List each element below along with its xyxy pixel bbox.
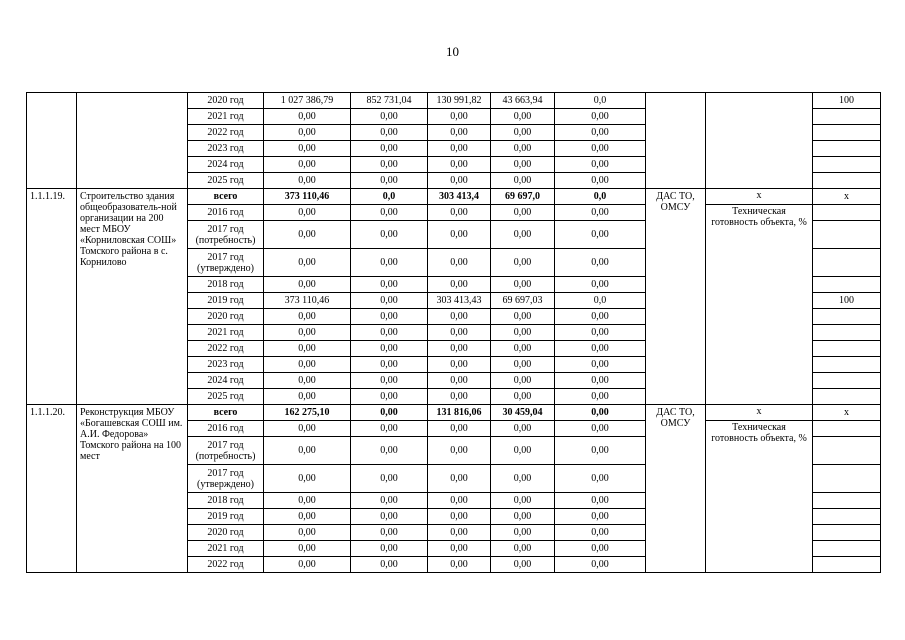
amount-cell: 0,00 <box>491 525 555 541</box>
amount-cell: 0,00 <box>428 341 491 357</box>
amount-cell: 0,00 <box>351 421 428 437</box>
amount-cell: 0,00 <box>555 325 646 341</box>
amount-cell: 43 663,94 <box>491 93 555 109</box>
item-code: 1.1.1.19. <box>27 189 77 405</box>
indicator-x-cell: х <box>706 405 813 421</box>
amount-cell: 0,00 <box>351 373 428 389</box>
period-cell: 2022 год <box>188 341 264 357</box>
amount-cell: 0,00 <box>491 373 555 389</box>
target-value-cell <box>813 541 881 557</box>
amount-cell: 0,00 <box>264 309 351 325</box>
amount-cell: 0,00 <box>491 249 555 277</box>
target-value-cell <box>813 493 881 509</box>
target-value-cell <box>813 157 881 173</box>
amount-cell: 0,00 <box>491 205 555 221</box>
target-value-cell: х <box>813 189 881 205</box>
amount-cell: 0,0 <box>351 189 428 205</box>
amount-cell: 303 413,43 <box>428 293 491 309</box>
period-cell: 2017 год (потребность) <box>188 437 264 465</box>
amount-cell: 0,00 <box>555 357 646 373</box>
amount-cell: 0,00 <box>264 157 351 173</box>
target-value-cell <box>813 205 881 221</box>
amount-cell: 0,00 <box>491 509 555 525</box>
amount-cell: 0,00 <box>491 357 555 373</box>
amount-cell: 0,00 <box>264 205 351 221</box>
amount-cell: 131 816,06 <box>428 405 491 421</box>
period-cell: 2019 год <box>188 509 264 525</box>
target-value-cell <box>813 221 881 249</box>
target-value-cell <box>813 173 881 189</box>
target-value-cell <box>813 421 881 437</box>
target-value-cell <box>813 437 881 465</box>
amount-cell: 0,00 <box>491 309 555 325</box>
period-cell: 2023 год <box>188 141 264 157</box>
amount-cell: 0,00 <box>555 509 646 525</box>
amount-cell: 0,00 <box>555 173 646 189</box>
target-value-cell <box>813 389 881 405</box>
target-value-cell <box>813 557 881 573</box>
period-cell: 2021 год <box>188 541 264 557</box>
period-cell: 2017 год (утверждено) <box>188 249 264 277</box>
period-cell: 2020 год <box>188 309 264 325</box>
period-cell: 2017 год (утверждено) <box>188 465 264 493</box>
amount-cell: 0,00 <box>491 157 555 173</box>
target-value-cell <box>813 125 881 141</box>
table-row <box>27 93 881 109</box>
amount-cell: 0,00 <box>351 109 428 125</box>
amount-cell: 0,00 <box>491 277 555 293</box>
period-cell: 2021 год <box>188 109 264 125</box>
amount-cell: 373 110,46 <box>264 189 351 205</box>
item-name <box>77 93 188 189</box>
amount-cell: 0,00 <box>264 221 351 249</box>
amount-cell: 0,00 <box>428 157 491 173</box>
amount-cell: 0,00 <box>351 157 428 173</box>
amount-cell: 0,00 <box>555 373 646 389</box>
amount-cell: 0,00 <box>555 109 646 125</box>
target-value-cell <box>813 509 881 525</box>
amount-cell: 0,0 <box>555 93 646 109</box>
amount-cell: 69 697,03 <box>491 293 555 309</box>
target-value-cell <box>813 309 881 325</box>
amount-cell: 0,00 <box>555 125 646 141</box>
amount-cell: 0,00 <box>351 357 428 373</box>
table-row <box>27 189 881 205</box>
amount-cell: 0,00 <box>351 205 428 221</box>
amount-cell: 0,00 <box>264 541 351 557</box>
period-cell: 2016 год <box>188 205 264 221</box>
amount-cell: 852 731,04 <box>351 93 428 109</box>
amount-cell: 303 413,4 <box>428 189 491 205</box>
amount-cell: 0,00 <box>555 341 646 357</box>
amount-cell: 0,00 <box>428 357 491 373</box>
period-cell: 2017 год (потребность) <box>188 221 264 249</box>
amount-cell: 0,00 <box>428 373 491 389</box>
amount-cell: 0,00 <box>428 325 491 341</box>
amount-cell: 0,00 <box>428 205 491 221</box>
period-cell: 2019 год <box>188 293 264 309</box>
period-cell: 2025 год <box>188 173 264 189</box>
amount-cell: 0,00 <box>264 373 351 389</box>
target-value-cell: 100 <box>813 93 881 109</box>
amount-cell: 0,00 <box>428 125 491 141</box>
amount-cell: 0,00 <box>351 221 428 249</box>
period-cell: 2024 год <box>188 157 264 173</box>
amount-cell: 0,00 <box>555 541 646 557</box>
item-code <box>27 93 77 189</box>
target-value-cell: 100 <box>813 293 881 309</box>
amount-cell: 0,00 <box>351 405 428 421</box>
amount-cell: 0,00 <box>351 493 428 509</box>
indicator-x-cell: х <box>706 189 813 205</box>
amount-cell: 0,00 <box>264 421 351 437</box>
item-name: Строительство здания общеобразователь-ной организации на 200 мест МБОУ «Корниловская СОШ» Томского района в с. Корнилово <box>77 189 188 405</box>
amount-cell: 0,00 <box>491 465 555 493</box>
amount-cell: 0,00 <box>264 437 351 465</box>
amount-cell: 0,00 <box>491 173 555 189</box>
amount-cell: 0,00 <box>351 525 428 541</box>
target-value-cell <box>813 277 881 293</box>
amount-cell: 0,00 <box>264 557 351 573</box>
amount-cell: 0,00 <box>555 309 646 325</box>
amount-cell: 0,00 <box>491 437 555 465</box>
amount-cell: 0,00 <box>491 325 555 341</box>
amount-cell: 0,00 <box>491 421 555 437</box>
amount-cell: 0,00 <box>351 277 428 293</box>
amount-cell: 0,00 <box>428 277 491 293</box>
amount-cell: 0,00 <box>491 125 555 141</box>
amount-cell: 0,00 <box>555 141 646 157</box>
amount-cell: 0,00 <box>264 277 351 293</box>
page-number: 10 <box>446 44 459 59</box>
amount-cell: 0,00 <box>428 249 491 277</box>
amount-cell: 0,00 <box>264 493 351 509</box>
amount-cell: 0,00 <box>351 293 428 309</box>
amount-cell: 0,00 <box>428 221 491 249</box>
amount-cell: 0,00 <box>555 221 646 249</box>
amount-cell: 0,00 <box>264 173 351 189</box>
period-cell: 2022 год <box>188 125 264 141</box>
amount-cell: 0,00 <box>351 557 428 573</box>
amount-cell: 0,00 <box>264 125 351 141</box>
executor-cell <box>646 93 706 189</box>
amount-cell: 0,00 <box>491 109 555 125</box>
period-cell: 2022 год <box>188 557 264 573</box>
indicator-cell: Техническая готовность объекта, % <box>706 421 813 573</box>
amount-cell: 0,00 <box>428 421 491 437</box>
amount-cell: 0,00 <box>264 109 351 125</box>
amount-cell: 0,00 <box>428 173 491 189</box>
amount-cell: 0,00 <box>264 325 351 341</box>
amount-cell: 162 275,10 <box>264 405 351 421</box>
target-value-cell <box>813 249 881 277</box>
amount-cell: 0,00 <box>264 249 351 277</box>
target-value-cell <box>813 141 881 157</box>
amount-cell: 0,00 <box>351 341 428 357</box>
period-cell: 2016 год <box>188 421 264 437</box>
executor-cell: ДАС ТО, ОМСУ <box>646 405 706 573</box>
amount-cell: 0,00 <box>264 465 351 493</box>
amount-cell: 0,0 <box>555 189 646 205</box>
item-name: Реконструкция МБОУ «Богашевская СОШ им. А.И. Федорова» Томского района на 100 мест <box>77 405 188 573</box>
amount-cell: 0,00 <box>555 277 646 293</box>
indicator-cell: Техническая готовность объекта, % <box>706 205 813 405</box>
amount-cell: 0,00 <box>428 309 491 325</box>
amount-cell: 0,00 <box>491 389 555 405</box>
period-cell: 2024 год <box>188 373 264 389</box>
amount-cell: 1 027 386,79 <box>264 93 351 109</box>
period-cell: 2021 год <box>188 325 264 341</box>
amount-cell: 0,00 <box>491 141 555 157</box>
amount-cell: 373 110,46 <box>264 293 351 309</box>
amount-cell: 30 459,04 <box>491 405 555 421</box>
amount-cell: 0,00 <box>555 557 646 573</box>
amount-cell: 0,00 <box>264 525 351 541</box>
amount-cell: 0,00 <box>351 465 428 493</box>
period-cell: 2025 год <box>188 389 264 405</box>
amount-cell: 0,00 <box>428 525 491 541</box>
amount-cell: 0,00 <box>351 309 428 325</box>
amount-cell: 0,00 <box>428 493 491 509</box>
amount-cell: 0,00 <box>428 509 491 525</box>
amount-cell: 0,00 <box>351 389 428 405</box>
target-value-cell: х <box>813 405 881 421</box>
amount-cell: 0,00 <box>555 205 646 221</box>
target-value-cell <box>813 357 881 373</box>
amount-cell: 0,00 <box>428 389 491 405</box>
amount-cell: 0,00 <box>555 437 646 465</box>
amount-cell: 0,00 <box>351 437 428 465</box>
table-row <box>27 405 881 421</box>
amount-cell: 130 991,82 <box>428 93 491 109</box>
amount-cell: 0,00 <box>264 141 351 157</box>
amount-cell: 0,00 <box>555 421 646 437</box>
target-value-cell <box>813 325 881 341</box>
amount-cell: 0,00 <box>351 541 428 557</box>
budget-table <box>26 92 881 573</box>
amount-cell: 0,00 <box>428 557 491 573</box>
amount-cell: 0,00 <box>555 157 646 173</box>
period-cell: 2018 год <box>188 493 264 509</box>
item-code: 1.1.1.20. <box>27 405 77 573</box>
amount-cell: 0,00 <box>491 221 555 249</box>
amount-cell: 0,00 <box>428 109 491 125</box>
amount-cell: 0,00 <box>264 389 351 405</box>
amount-cell: 0,00 <box>555 249 646 277</box>
target-value-cell <box>813 109 881 125</box>
amount-cell: 0,00 <box>351 141 428 157</box>
period-cell: 2023 год <box>188 357 264 373</box>
amount-cell: 0,00 <box>491 541 555 557</box>
amount-cell: 0,00 <box>555 493 646 509</box>
amount-cell: 0,00 <box>491 341 555 357</box>
amount-cell: 0,00 <box>264 509 351 525</box>
amount-cell: 0,00 <box>555 525 646 541</box>
amount-cell: 0,00 <box>351 173 428 189</box>
amount-cell: 0,00 <box>428 465 491 493</box>
target-value-cell <box>813 341 881 357</box>
target-value-cell <box>813 373 881 389</box>
amount-cell: 0,00 <box>351 509 428 525</box>
period-cell: 2018 год <box>188 277 264 293</box>
target-value-cell <box>813 525 881 541</box>
amount-cell: 0,00 <box>555 405 646 421</box>
target-value-cell <box>813 465 881 493</box>
executor-cell: ДАС ТО, ОМСУ <box>646 189 706 405</box>
amount-cell: 0,00 <box>264 357 351 373</box>
amount-cell: 0,00 <box>264 341 351 357</box>
period-cell: 2020 год <box>188 525 264 541</box>
amount-cell: 0,00 <box>428 541 491 557</box>
amount-cell: 0,00 <box>555 389 646 405</box>
amount-cell: 0,00 <box>428 437 491 465</box>
amount-cell: 0,00 <box>491 557 555 573</box>
period-cell: всего <box>188 405 264 421</box>
amount-cell: 0,00 <box>555 465 646 493</box>
period-cell: всего <box>188 189 264 205</box>
amount-cell: 0,00 <box>491 493 555 509</box>
amount-cell: 69 697,0 <box>491 189 555 205</box>
amount-cell: 0,00 <box>351 325 428 341</box>
amount-cell: 0,0 <box>555 293 646 309</box>
amount-cell: 0,00 <box>351 249 428 277</box>
indicator-cell <box>706 93 813 189</box>
period-cell: 2020 год <box>188 93 264 109</box>
amount-cell: 0,00 <box>351 125 428 141</box>
amount-cell: 0,00 <box>428 141 491 157</box>
